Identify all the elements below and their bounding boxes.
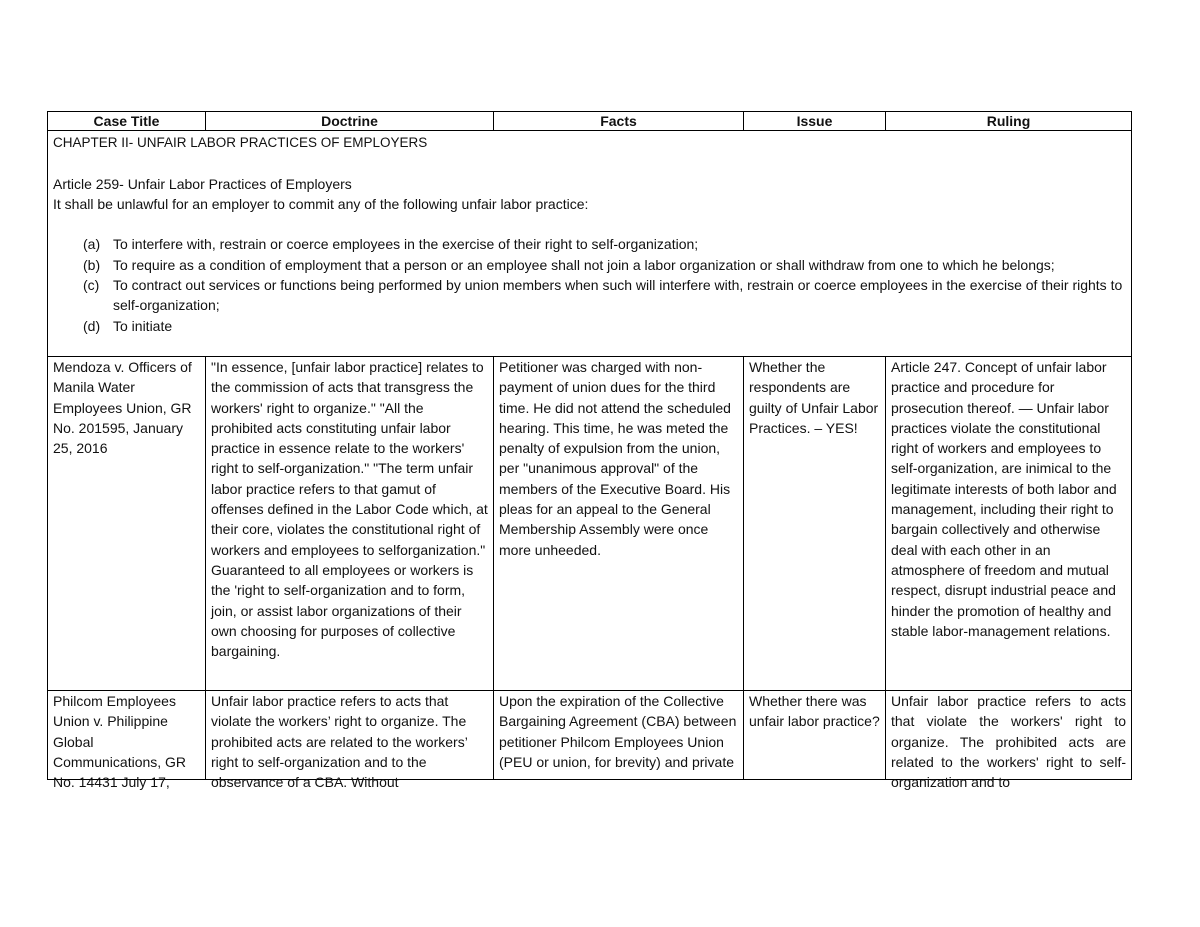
issue-cell	[744, 691, 886, 780]
provision-item	[53, 316, 1126, 336]
header-issue: Issue	[744, 112, 886, 131]
article-intro: It shall be unlawful for an employer to commit any of the following unfair labor practice:	[53, 195, 589, 212]
provision-marker: (d)	[83, 317, 101, 334]
header-row	[48, 112, 1132, 131]
provision-text: To initiate	[113, 317, 173, 334]
doctrine-cell: "In essence, [unfair labor practice] relates to the commission of acts that transgress the workers' right to organize." "All the prohibited acts constituting unfair labor practice in essence relate to the workers' right to self-organization." "The term unfair labor practice refers to that gamut of offenses defined in the Labor Code which, at their core, violates the constitutional right of workers and employees to selforganization." Guaranteed to all employees or workers is the 'right to self-organization and to form, join, or assist labor organizations of their own choosing for purposes of collective bargaining.	[206, 357, 494, 691]
provision-marker: (b)	[83, 256, 101, 273]
provision-item	[53, 234, 1126, 254]
provision-text: To require as a condition of employment that a person or an employee shall not join a labor organization or shall withdraw from one to which he belongs;	[113, 256, 1055, 273]
spacer	[53, 214, 1126, 234]
case-digest-table	[47, 111, 1132, 791]
provision-item	[53, 275, 1126, 316]
ruling-cell: Article 247. Concept of unfair labor practice and procedure for prosecution thereof. — Unfair labor practices violate the constitutional right of workers and employees to self-organization, are inimical to the legitimate interests of both labor and management, including their right to bargain collectively and otherwise deal with each other in an atmosphere of freedom and mutual respect, disrupt industrial peace and hinder the promotion of healthy and stable labor-management relations.	[886, 357, 1132, 691]
provision-marker: (c)	[83, 277, 100, 294]
header-facts: Facts	[494, 112, 744, 131]
provision-item	[53, 255, 1126, 275]
doctrine-cell	[206, 691, 494, 791]
provision-marker: (a)	[83, 236, 101, 253]
table-row	[48, 357, 1132, 691]
header-doctrine: Doctrine	[206, 112, 494, 131]
table-row	[48, 691, 1132, 780]
provision-text: To interfere with, restrain or coerce employees in the exercise of their right to self-organization;	[113, 236, 699, 253]
facts-cell: Petitioner was charged with non-payment of union dues for the third time. He did not attend the scheduled hearing. This time, he was meted the penalty of expulsion from the union, per "unanimous approval" of the members of the Executive Board. His pleas for an appeal to the General Membership Assembly were once more unheeded.	[494, 357, 744, 691]
cell-text: Unfair labor practice refers to acts that violate the workers' right to organize. The prohibited acts are related to the workers' right to self-organization and to	[891, 693, 1126, 791]
spacer	[53, 153, 1126, 173]
facts-cell	[494, 691, 744, 780]
chapter-heading: CHAPTER II- UNFAIR LABOR PRACTICES OF EMPLOYERS	[53, 135, 428, 150]
header-case-title: Case Title	[48, 112, 206, 131]
cell-text: Philcom Employees Union v. Philippine Global Communications, GR No. 14431 July 17,	[53, 693, 187, 791]
cell-text: Upon the expiration of the Collective Bargaining Agreement (CBA) between petitioner Philcom Employees Union (PEU or union, for brevity) and private	[499, 693, 737, 770]
case-title-cell	[48, 691, 206, 791]
chapter-cell	[48, 131, 1132, 357]
cell-text: Whether there was unfair labor practice?	[749, 693, 880, 730]
article-title: Article 259- Unfair Labor Practices of Employers	[53, 175, 352, 192]
issue-cell: Whether the respondents are guilty of Unfair Labor Practices. – YES!	[744, 357, 886, 691]
provision-text: To contract out services or functions being performed by union members when such will interfere with, restrain or coerce employees in the exercise of their rights to self-organization;	[113, 277, 1123, 314]
chapter-row	[48, 131, 1132, 357]
cell-text: Unfair labor practice refers to acts that violate the workers’ right to organize. The prohibited acts are related to the workers’ right to self-organization and to the observance of a CBA. Without	[211, 693, 468, 791]
provision-list	[53, 234, 1126, 335]
case-title-cell: Mendoza v. Officers of Manila Water Employees Union, GR No. 201595, January 25, 2016	[48, 357, 206, 691]
ruling-cell	[886, 691, 1132, 791]
header-ruling: Ruling	[886, 112, 1132, 131]
